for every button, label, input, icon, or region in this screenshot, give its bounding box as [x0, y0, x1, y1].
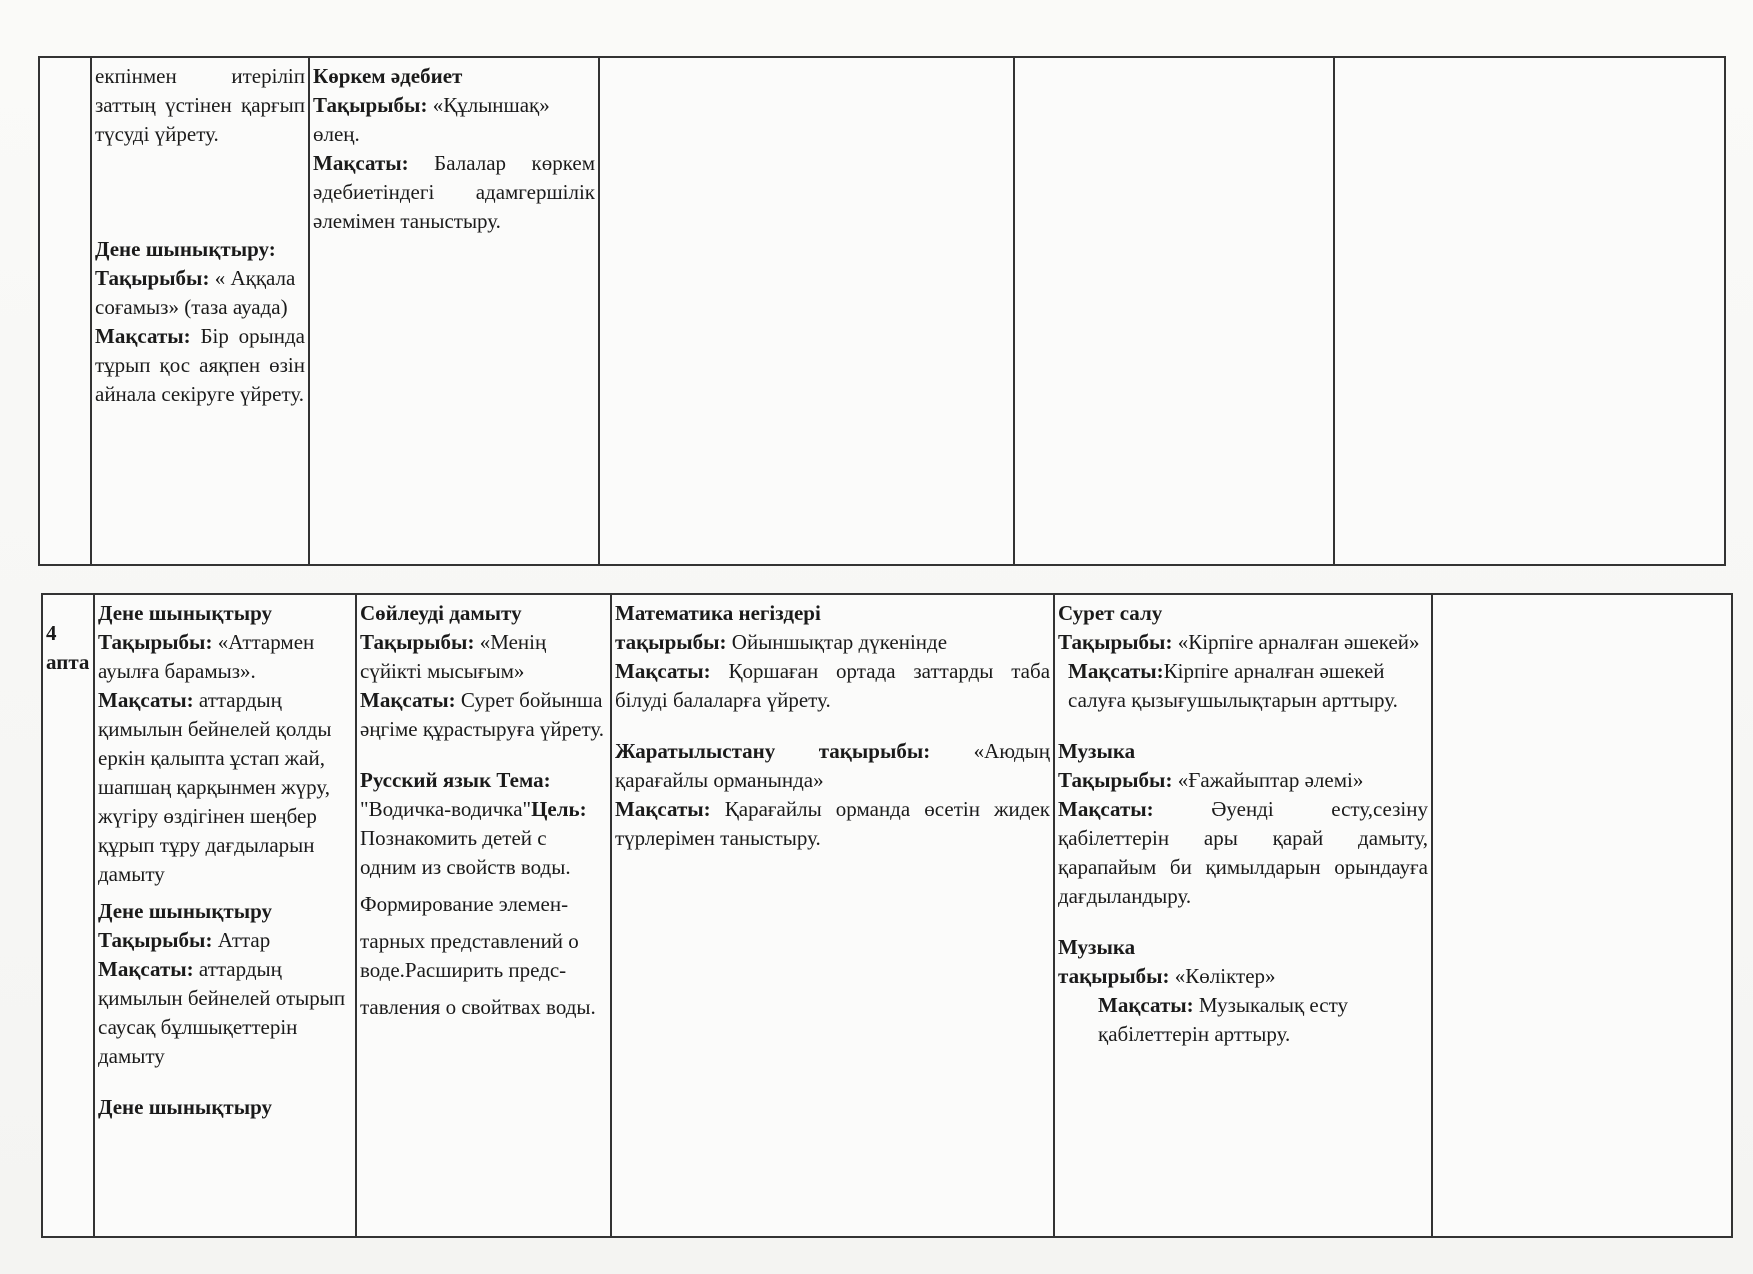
section-goal: Мақсаты: аттардың қимылын бейнелей қолды еркін қалыпта ұстап жай, шапшаң қарқынмен жүру, жүгіру өздігінен шеңбер құрып тұру дағдыларын дамыту: [98, 688, 332, 886]
section-goal-cont: Формирование элемен-: [360, 892, 569, 916]
section-topic: Тақырыбы: «Менің сүйікті мысығым»: [360, 630, 547, 683]
cell-col4: [611, 594, 1054, 1237]
cell-col4: [599, 57, 1014, 565]
section-goal: Мақсаты: Балалар көркем әдебиетіндегі адамгершілік әлемімен таныстыру.: [313, 151, 596, 233]
section-title: Математика негіздері: [615, 601, 821, 625]
cell-col2: [94, 594, 356, 1237]
section-topic: Тақырыбы: «Кірпіге арналған әшекей»: [1058, 630, 1420, 654]
section-goal-cont: тавления о свойтвах воды.: [360, 995, 596, 1019]
section-goal: Мақсаты: Бір орында тұрып қос аяқпен өзін айнала секіруге үйрету.: [95, 324, 306, 406]
cell-col2: [91, 57, 309, 565]
cell-col3: [356, 594, 611, 1237]
section-title: Русский язык Тема: "Водичка-водичка"Цель:: [360, 768, 587, 821]
section-goal: Мақсаты: Қоршаған ортада заттарды таба білуді балаларға үйрету.: [615, 659, 1051, 712]
plan-table-lower: [41, 593, 1733, 1238]
cell-col5: [1014, 57, 1334, 565]
section-goal: Мақсаты: Музыкалық есту қабілеттерін арттыру.: [1098, 993, 1348, 1046]
section-goal: Мақсаты: аттардың қимылын бейнелей отырып саусақ бұлшықеттерін дамыту: [98, 957, 346, 1068]
cell-col6: [1334, 57, 1725, 565]
section-topic: Тақырыбы: «Ғажайыптар әлемі»: [1058, 768, 1364, 792]
section-topic: Тақырыбы: «Аттармен ауылға барамыз».: [98, 630, 315, 683]
intro-text: екпінмен итеріліп заттың үстінен қарғып түсуді үйрету.: [95, 64, 305, 146]
section-goal: Мақсаты: Әуенді есту,сезіну қабілеттерін ары қарай дамыту, қарапайым би қимылдарын орындауға дағдыландыру.: [1058, 797, 1428, 908]
section-title: Дене шынықтыру: [98, 1095, 273, 1119]
section-goal: Мақсаты: Қарағайлы орманда өсетін жидек түрлерімен таныстыру.: [615, 797, 1051, 850]
section-title: Сөйлеуді дамыту: [360, 601, 522, 625]
section-title: Сурет салу: [1058, 601, 1163, 625]
section-topic: Тақырыбы: « Аққала соғамыз» (таза ауада): [95, 266, 296, 319]
section-title: Дене шынықтыру:: [95, 237, 276, 261]
section-title: Дене шынықтыру: [98, 899, 273, 923]
plan-table-upper: [38, 56, 1726, 566]
cell-col6: [1432, 594, 1732, 1237]
section-title: Музыка: [1058, 739, 1136, 763]
cell-col3: [309, 57, 599, 565]
week-cell: [39, 57, 91, 565]
section-topic: Тақырыбы: «Құлыншақ» өлең.: [313, 93, 550, 146]
section-title: Дене шынықтыру: [98, 601, 273, 625]
section-topic: тақырыбы: «Көліктер»: [1058, 964, 1276, 988]
section-topic: тақырыбы: Ойыншықтар дүкенінде: [615, 630, 948, 654]
cell-col5: [1054, 594, 1432, 1237]
section-title: Көркем әдебиет: [313, 64, 463, 88]
section-title: Музыка: [1058, 935, 1136, 959]
section-topic: Тақырыбы: Аттар: [98, 928, 271, 952]
week-label: 4 апта: [42, 594, 94, 1237]
section-goal-cont: тарных представлений о воде.Расширить предс-: [360, 929, 579, 982]
section-goal: Мақсаты: Сурет бойынша әңгіме құрастыруға үйрету.: [360, 688, 605, 741]
section-goal: Познакомить детей с одним из свойств воды.: [360, 826, 571, 879]
section-goal: Мақсаты:Кірпіге арналған әшекей салуға қызығушылықтарын арттыру.: [1068, 659, 1398, 712]
section-title: Жаратылыстану тақырыбы: «Аюдың қарағайлы орманында»: [615, 739, 1050, 792]
